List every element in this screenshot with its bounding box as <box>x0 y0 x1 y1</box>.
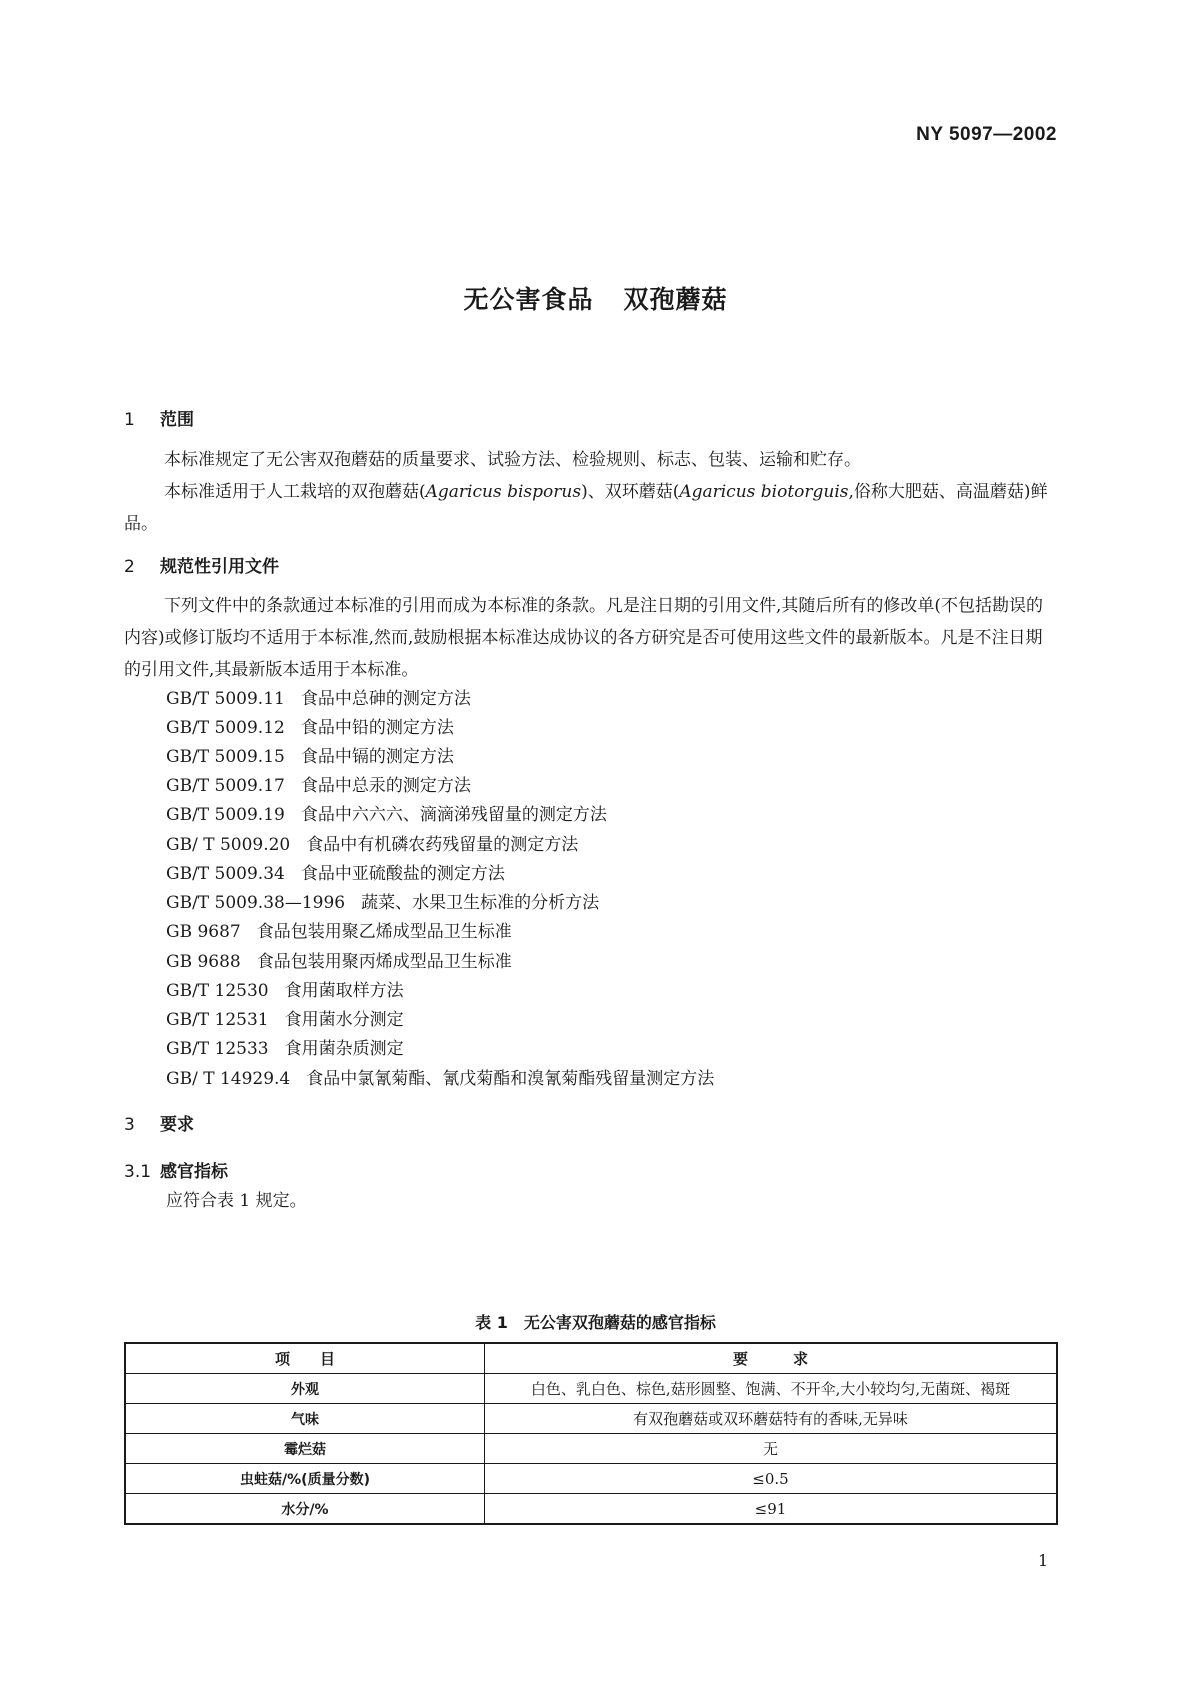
reference-code: GB/T 5009.38—1996 <box>166 893 346 913</box>
document-title <box>0 280 1191 316</box>
reference-title: 食品中有机磷农药残留量的测定方法 <box>306 835 579 855</box>
reference-title: 食用菌水分测定 <box>284 1010 404 1030</box>
table-row <box>125 1374 1057 1404</box>
reference-item <box>166 976 404 1001</box>
reference-title: 食用菌杂质测定 <box>284 1039 404 1059</box>
reference-item <box>166 888 599 913</box>
table-cell-item: 气味 <box>125 1404 485 1434</box>
reference-code: GB/ T 14929.4 <box>166 1069 291 1089</box>
reference-item <box>166 947 512 972</box>
reference-item <box>166 742 454 767</box>
reference-code: GB/T 5009.17 <box>166 776 285 796</box>
reference-item <box>166 1034 404 1059</box>
paragraph-text: 下列文件中的条款通过本标准的引用而成为本标准的条款。凡是注日期的引用文件,其随后所有的修改单(不包括勘误的内容)或修订版均不适用于本标准,然而,鼓励根据本标准达成协议的各方研究是否可使用这些文件的最新版本。凡是不注日期的引用文件,其最新版本适用于本标准。 <box>124 596 1044 680</box>
reference-title: 食品中六六六、滴滴涕残留量的测定方法 <box>300 805 607 825</box>
reference-title: 食品中总汞的测定方法 <box>300 776 471 796</box>
reference-code: GB/T 5009.34 <box>166 864 285 884</box>
section-title: 感官指标 <box>160 1162 228 1182</box>
reference-item <box>166 859 505 884</box>
table-row <box>125 1434 1057 1464</box>
reference-title: 食品包装用聚乙烯成型品卫生标准 <box>256 922 512 942</box>
table-cell-item: 虫蛀菇/%(质量分数) <box>125 1464 485 1494</box>
reference-code: GB/T 5009.15 <box>166 747 285 767</box>
reference-title: 食用菌取样方法 <box>284 981 404 1001</box>
section-2-paragraph-1 <box>124 590 1058 686</box>
reference-code: GB 9687 <box>166 922 241 942</box>
reference-code: GB/T 5009.12 <box>166 718 285 738</box>
reference-code: GB/T 5009.11 <box>166 689 285 709</box>
section-number: 1 <box>124 410 135 430</box>
table-cell-requirement: 白色、乳白色、棕色,菇形圆整、饱满、不开伞,大小较均匀,无菌斑、褐斑 <box>485 1374 1058 1404</box>
section-3-1-heading <box>124 1157 228 1182</box>
reference-code: GB/ T 5009.20 <box>166 835 291 855</box>
reference-item <box>166 830 578 855</box>
reference-item <box>166 713 454 738</box>
reference-title: 蔬菜、水果卫生标准的分析方法 <box>361 893 600 913</box>
latin-name: Agaricus biotorguis <box>679 482 849 502</box>
page-number: 1 <box>1038 1551 1049 1570</box>
paragraph-text: 本标准规定了无公害双孢蘑菇的质量要求、试验方法、检验规则、标志、包装、运输和贮存。 <box>164 450 861 470</box>
section-3-heading <box>124 1110 194 1135</box>
reference-item <box>166 771 471 796</box>
latin-name: Agaricus bisporus <box>425 482 582 502</box>
table-header-requirement: 要 求 <box>485 1343 1058 1374</box>
table-cell-item: 霉烂菇 <box>125 1434 485 1464</box>
reference-code: GB/T 12533 <box>166 1039 269 1059</box>
table-caption <box>0 1310 1191 1333</box>
title-right: 双孢蘑菇 <box>623 285 728 314</box>
reference-title: 食品中铅的测定方法 <box>300 718 454 738</box>
reference-title: 食品中镉的测定方法 <box>300 747 454 767</box>
table-cell-item: 水分/% <box>125 1494 485 1525</box>
reference-title: 食品中总砷的测定方法 <box>300 689 471 709</box>
section-1-paragraph-2 <box>124 476 1058 540</box>
reference-code: GB/T 12530 <box>166 981 269 1001</box>
paragraph-text: ,俗称大肥菇、高温蘑菇)鲜品。 <box>124 482 1048 534</box>
reference-code: GB/T 12531 <box>166 1010 269 1030</box>
reference-item <box>166 1064 714 1089</box>
table-cell-item: 外观 <box>125 1374 485 1404</box>
section-1-paragraph-1 <box>124 444 1058 476</box>
reference-title: 食品中氯氰菊酯、氰戊菊酯和溴氰菊酯残留量测定方法 <box>306 1069 715 1089</box>
paragraph-text: )、双环蘑菇( <box>581 482 680 502</box>
title-left: 无公害食品 <box>463 285 594 314</box>
reference-item <box>166 800 607 825</box>
reference-title: 食品包装用聚丙烯成型品卫生标准 <box>256 952 512 972</box>
section-title: 范围 <box>160 410 194 430</box>
table-cell-requirement: 有双孢蘑菇或双环蘑菇特有的香味,无异味 <box>485 1404 1058 1434</box>
table-number: 表 1 <box>475 1313 508 1332</box>
section-number: 3 <box>124 1115 135 1135</box>
reference-item <box>166 917 512 942</box>
reference-item <box>166 684 471 709</box>
document-code: NY 5097—2002 <box>916 124 1057 145</box>
table-title: 无公害双孢蘑菇的感官指标 <box>523 1313 716 1332</box>
table-header-row <box>125 1343 1057 1374</box>
paragraph-text: 本标准适用于人工栽培的双孢蘑菇( <box>164 482 426 502</box>
table-row <box>125 1464 1057 1494</box>
reference-item <box>166 1005 404 1030</box>
reference-code: GB 9688 <box>166 952 241 972</box>
table-row <box>125 1494 1057 1525</box>
table-row <box>125 1404 1057 1434</box>
section-3-1-paragraph: 应符合表 1 规定。 <box>166 1191 307 1211</box>
table-cell-requirement: ≤0.5 <box>485 1464 1058 1494</box>
section-1-heading <box>124 405 194 430</box>
reference-code: GB/T 5009.19 <box>166 805 285 825</box>
table-header-item: 项 目 <box>125 1343 485 1374</box>
sensory-indicator-table <box>124 1342 1058 1525</box>
section-number: 2 <box>124 557 135 577</box>
section-title: 规范性引用文件 <box>160 557 279 577</box>
section-title: 要求 <box>160 1115 194 1135</box>
table-cell-requirement: 无 <box>485 1434 1058 1464</box>
section-number: 3.1 <box>124 1162 152 1182</box>
section-2-heading <box>124 552 279 577</box>
table-cell-requirement: ≤91 <box>485 1494 1058 1525</box>
reference-title: 食品中亚硫酸盐的测定方法 <box>300 864 505 884</box>
